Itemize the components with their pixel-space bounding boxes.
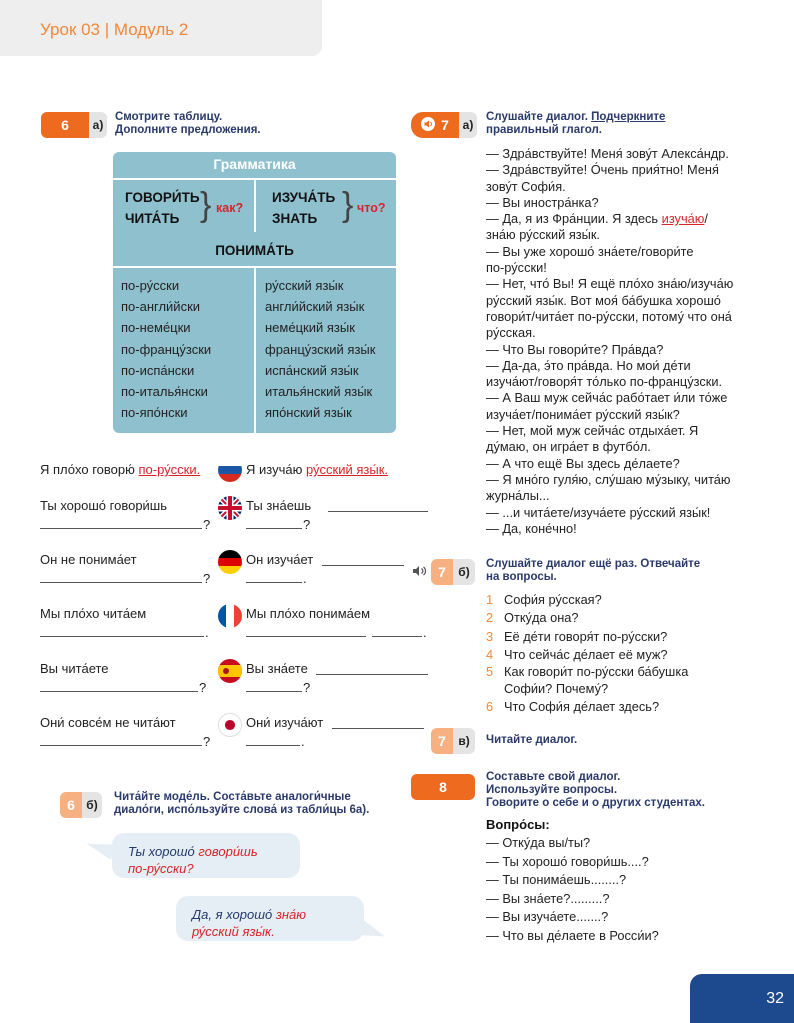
dialog-line: — Здра́вствуйте! Меня́ зову́т Алекса́ндр. [486,146,729,161]
sentence-prompt-right: Мы пло́хо понима́ем [246,606,371,621]
grammar-question-chto: что? [357,201,386,215]
exercise-7c-instruction: Читайте диалог. [486,734,578,746]
sentence-end: ? [203,734,211,749]
question-item: 5 Как говори́т по-ру́сски ба́бушка [486,664,689,680]
dialog-line: по-ру́сски! [486,260,547,276]
answer-blank[interactable] [316,674,428,675]
grammar-divider [254,180,256,232]
grammar-adverb: по-францу́зски [121,341,212,357]
question-item: 2 Отку́да она? [486,610,579,626]
sentence-end: ? [203,517,211,532]
question-item: Софи́и? Почему́? [504,681,609,697]
russia-flag-icon [218,458,242,482]
dialog-line: — Вы уже хорошо́ зна́ете/говори́те [486,243,694,259]
sentence-end: . [423,625,427,640]
sentence-prompt-right: Вы зна́ете [246,661,308,676]
answer-blank[interactable] [246,745,300,746]
answer-blank[interactable] [372,636,422,637]
answer-blank[interactable] [40,691,198,692]
grammar-language: францу́зский язы́к [265,341,376,357]
grammar-adverb: по-неме́цки [121,320,191,336]
exercise-7a-sub-badge: а) [459,112,477,138]
exercise-7b-badge: 7 [431,559,453,585]
grammar-language: англи́йский язы́к [265,299,365,315]
grammar-adverb: по-италья́нски [121,384,208,400]
dialog-line: — ...и чита́ете/изуча́ете ру́сский язы́к! [486,504,711,520]
answer-blank[interactable] [322,565,404,566]
exercise-6b-sub-badge: б) [82,792,102,818]
sentence-end: . [205,625,209,640]
exercise-6a-instruction: Смотрите таблицу. Дополните предложения. [115,111,261,136]
exercise-7c-sub-badge: в) [453,728,475,754]
grammar-adverb-column [121,275,211,423]
dialog-line: — А что ещё Вы здесь де́лаете? [486,455,680,471]
answer-blank[interactable] [246,528,302,529]
answer-blank[interactable] [40,636,204,637]
exercise-6b-badge: 6 [60,792,82,818]
exercise-7b-sub-badge: б) [453,559,475,585]
sentence-end: . [303,571,307,586]
dialog-line: ру́сская. [486,325,536,341]
grammar-language: неме́цкий язы́к [265,320,355,336]
sentence-end: ? [303,680,311,695]
exercise-6b-instruction: Чита́йте моде́ль. Соста́вьте аналоги́чные диало́ги, испо́льзуйте слова́ из табли́цы 6а). [114,791,370,816]
grammar-language: испа́нский язы́к [265,362,359,378]
dialog-line: изуча́ет/понима́ет ру́сский язы́к? [486,406,680,422]
grammar-verb-chitat: ЧИТА́ТЬ [125,211,180,226]
spain-flag-icon [218,659,242,683]
ex8-questions-list [486,834,659,946]
grammar-verb-ponimat: ПОНИМА́ТЬ [215,243,294,258]
sentence-end: ? [203,571,211,586]
question-item: — Ты понима́ешь........? [486,872,627,888]
sentence-end: ? [303,517,311,532]
dialog-line: журна́лы... [486,488,550,504]
dialog-line: — Нет, мой муж сейча́с отдыха́ет. Я [486,423,699,439]
grammar-verb-znat: ЗНАТЬ [272,211,318,226]
sentence-example-left: Я пло́хо говорю́ по-ру́сски. [40,462,201,477]
sentence-end: ? [199,680,207,695]
sentence-prompt-left: Ты хорошо́ говори́шь [40,498,168,513]
sentence-prompt-right: Он изуча́ет [246,552,314,567]
questions-list [486,591,688,717]
france-flag-icon [218,604,242,628]
question-item: 1 Софи́я ру́сская? [486,592,602,607]
grammar-divider [254,268,256,433]
grammar-verb-izuchat: ИЗУЧА́ТЬ [272,190,336,205]
dialog-line: — Да-да, э́то пра́вда. Но мои́ де́ти [486,357,691,373]
page-number: 32 [766,990,784,1007]
answer-blank[interactable] [246,582,302,583]
sentence-prompt-left: Вы чита́ете [40,661,109,676]
dialog-line: зна́ю ру́сский язы́к. [486,227,600,243]
answer-blank[interactable] [246,636,366,637]
japan-flag-icon [218,713,242,737]
dialog-text [486,146,733,537]
brace-icon: } [342,186,354,224]
grammar-adverb: по-англи́йски [121,299,201,315]
exercise-6a-sub-badge: а) [89,112,107,138]
speech-bubble-answer: Да, я хорошо́ зна́ю ру́сский язы́к. [176,896,364,941]
question-item: — Отку́да вы/ты? [486,835,591,850]
dialog-line: — Нет, что́ Вы! Я ещё пло́хо зна́ю/изуча́ю [486,276,734,292]
dialog-line: — Я мно́го гуля́ю, слу́шаю му́зыку, чита́ю [486,471,731,487]
answer-blank[interactable] [246,691,302,692]
dialog-line: — Здра́вствуйте! О́чень прия́тно! Меня́ [486,162,719,178]
dialog-line: ду́маю, он игра́ет в футбо́л. [486,439,651,455]
dialog-line: — Вы иностра́нка? [486,194,599,210]
question-item: 3 Её де́ти говоря́т по-ру́сски? [486,628,668,644]
grammar-adverb: по-ру́сски [121,278,180,293]
exercise-6-badge: 6 [41,112,89,138]
sentence-prompt-left: Мы пло́хо чита́ем [40,606,147,621]
grammar-adverb: по-испа́нски [121,362,195,378]
question-item: — Вы изуча́ете.......? [486,909,609,925]
dialog-line: ру́сский язы́к. Вот моя́ ба́бушка хорошо́ [486,292,721,308]
bubble-tail [358,920,388,944]
question-item: — Что вы де́лаете в Росси́и? [486,927,659,943]
brace-icon: } [200,186,212,224]
answer-blank[interactable] [40,745,202,746]
exercise-7c-badge: 7 [431,728,453,754]
grammar-title: Грамматика [213,156,296,172]
sentence-prompt-right: Ты зна́ешь [246,498,312,513]
speaker-icon[interactable] [412,564,428,583]
questions-title: Вопро́сы: [486,817,550,832]
speech-bubble-question: Ты хорошо́ говори́шь по-ру́сски? [112,833,300,878]
question-item: — Ты хорошо́ говори́шь....? [486,853,649,869]
germany-flag-icon [218,550,242,574]
sentence-prompt-left: Они́ совсе́м не чита́ют [40,715,176,730]
uk-flag-icon [218,496,242,520]
grammar-language-column [265,275,375,423]
question-item: — Вы зна́ете?.........? [486,890,610,906]
answer-blank[interactable] [332,728,424,729]
dialog-line: — Что Вы говори́те? Пра́вда? [486,341,664,357]
exercise-8-badge: 8 [411,774,475,800]
speaker-icon[interactable] [421,117,435,134]
sentence-prompt-right: Они́ изуча́ют [246,715,324,730]
question-item: 4 Что сейча́с де́лает её муж? [486,646,668,662]
sentence-end: . [301,734,305,749]
sentence-prompt-left: Он не понима́ет [40,552,137,567]
question-item: 6 Что Софи́я де́лает здесь? [486,699,660,715]
bubble-tail [84,836,116,860]
dialog-line: изуча́ют/говоря́т то́лько по-францу́зски. [486,374,723,390]
dialog-line: зову́т Софи́я. [486,178,566,194]
grammar-question-kak: как? [216,201,244,215]
answer-blank[interactable] [40,528,202,529]
exercise-8-instruction: Составьте свой диалог. Используйте вопросы. Говорите о себе и о других студентах. [486,771,705,809]
dialog-line: — А Ваш муж сейча́с рабо́тает и́ли то́же [486,390,728,406]
grammar-verb-govorit: ГОВОРИ́ТЬ [125,190,200,205]
exercise-7-badge: 7 [411,112,459,138]
dialog-line: — Да, я из Фра́нции. Я здесь изуча́ю/ [486,211,708,227]
lesson-module-title: Урок 03 | Модуль 2 [40,20,189,39]
exercise-7a-instruction: Слушайте диалог. Подчеркните правильный глагол. [486,111,666,136]
grammar-language: ру́сский язы́к [265,278,344,293]
exercise-7b-instruction: Слушайте диалог ещё раз. Отвечайте на вопросы. [486,558,701,583]
grammar-adverb: по-япо́нски [121,405,188,421]
dialog-line: — Да, коне́чно! [486,520,577,536]
grammar-language: италья́нский язы́к [265,384,373,400]
dialog-line: говори́т/чита́ет по-ру́сски, потому́ что она́ [486,308,732,324]
answer-blank[interactable] [40,582,202,583]
answer-blank[interactable] [328,511,428,512]
grammar-language: япо́нский язы́к [265,405,352,421]
sentence-example-right: Я изуча́ю ру́сский язы́к. [246,462,389,477]
